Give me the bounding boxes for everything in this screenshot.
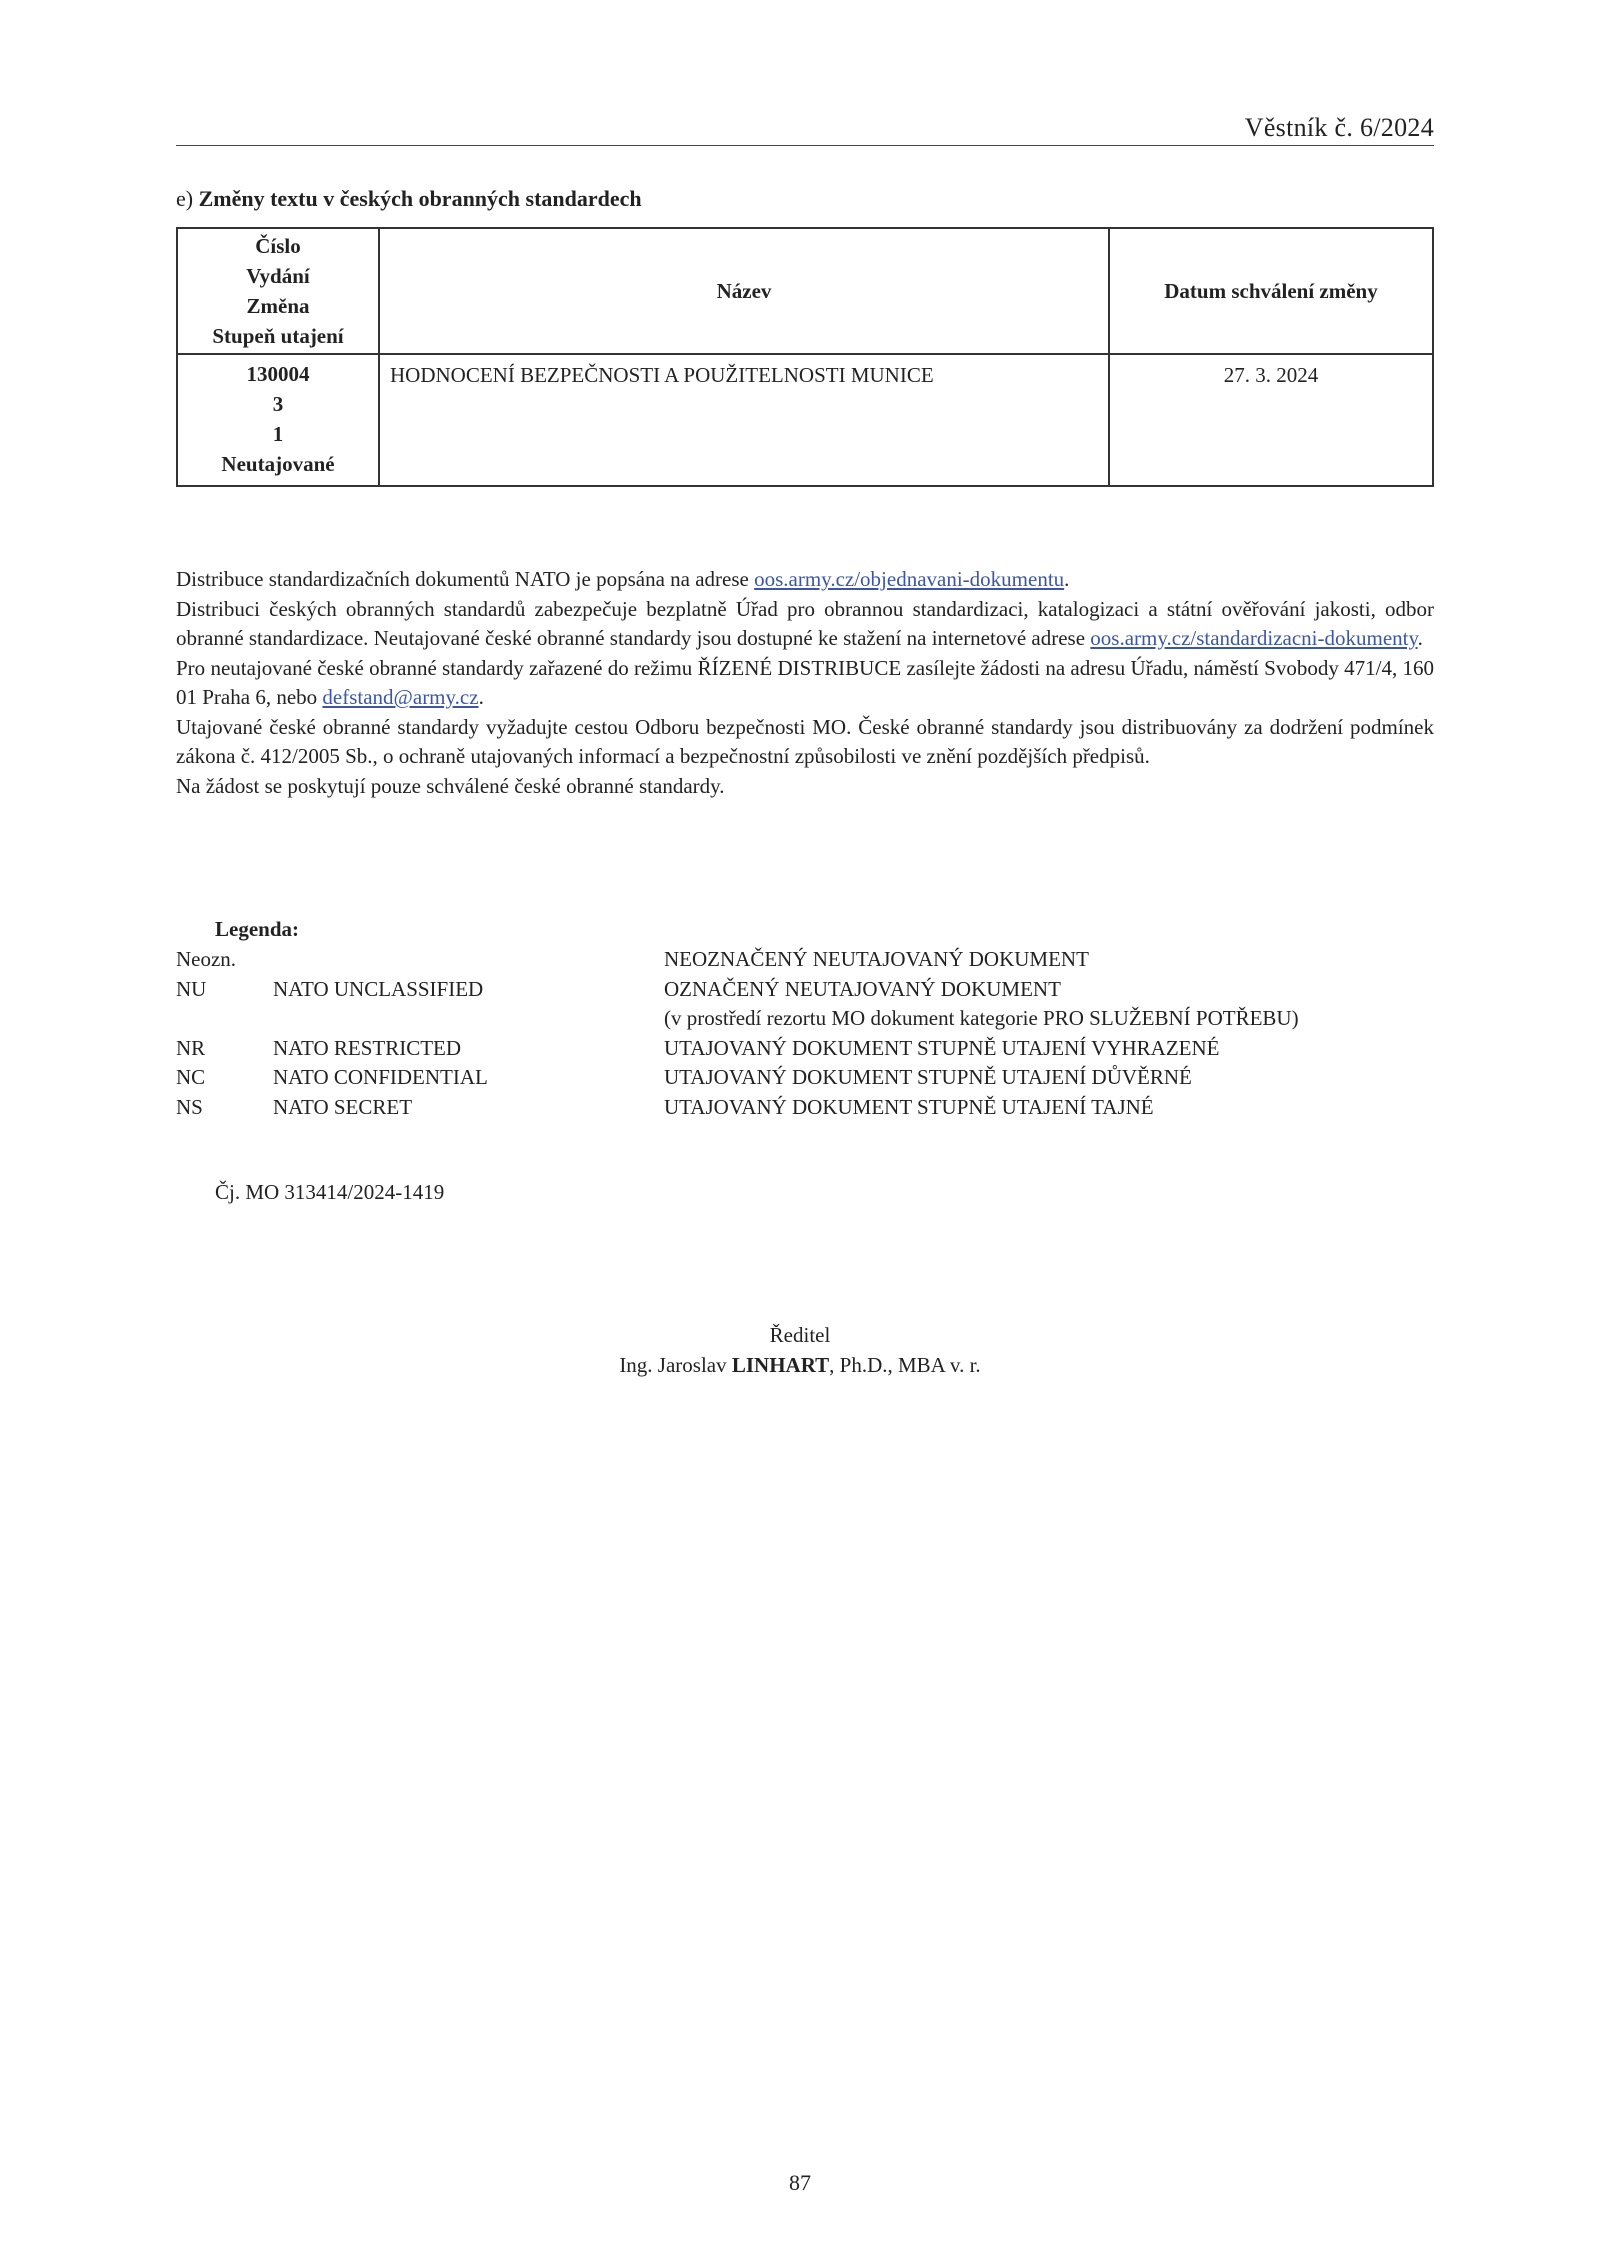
standards-table <box>176 227 1434 487</box>
legend-nato: NATO UNCLASSIFIED <box>273 976 484 1001</box>
legend-nato: NATO SECRET <box>273 1094 413 1119</box>
cell-vydani: 3 <box>272 392 284 416</box>
journal-title: Věstník č. 6/2024 <box>1244 113 1434 142</box>
distribution-cos-text: Distribuci českých obranných standardů zabezpečuje bezplatně Úřad pro obrannou standardizaci, katalogizaci a státní ověřování jakosti, odbor obranné standardizace. Neutajované české obranné standardy jsou dostupné ke stažení na internetové adrese <box>176 596 1434 650</box>
distribution-nato-paragraph <box>176 565 1434 595</box>
section-prefix: e) <box>176 186 194 211</box>
legend-abbr: NU <box>176 976 207 1001</box>
legend <box>176 945 1434 1122</box>
classified-standards-paragraph: Utajované české obranné standardy vyžadujte cestou Odboru bezpečnosti MO. České obranné standardy jsou distribuovány za dodržení podmínek zákona č. 412/2005 Sb., o ochraně utajovaných informací a bezpečnostní způsobilosti ve znění pozdějších předpisů. <box>176 714 1434 768</box>
legend-title: Legenda: <box>215 917 299 941</box>
legend-desc: NEOZNAČENÝ NEUTAJOVANÝ DOKUMENT <box>664 947 1089 971</box>
legend-abbr: NR <box>176 1035 206 1060</box>
link-standardizacni-dokumenty[interactable]: oos.army.cz/standardizacni-dokumenty <box>1090 626 1418 650</box>
cell-cislo: 130004 <box>246 362 310 386</box>
header-cislo-vydani-zmena-stupen <box>177 228 379 354</box>
legend-row <box>176 945 1434 975</box>
period: . <box>1417 626 1423 650</box>
reference-number: Čj. MO 313414/2024-1419 <box>215 1180 445 1204</box>
legend-desc: UTAJOVANÝ DOKUMENT STUPNĚ UTAJENÍ TAJNÉ <box>664 1094 1154 1119</box>
header-vydani: Vydání <box>246 264 310 288</box>
legend-desc: UTAJOVANÝ DOKUMENT STUPNĚ UTAJENÍ DŮVĚRNÉ <box>664 1065 1192 1089</box>
approved-standards-paragraph: Na žádost se poskytují pouze schválené české obranné standardy. <box>176 773 725 798</box>
legend-desc: OZNAČENÝ NEUTAJOVANÝ DOKUMENT <box>664 976 1061 1001</box>
header-rule <box>176 145 1434 146</box>
signature-name-prefix: Ing. Jaroslav <box>619 1353 732 1377</box>
legend-row <box>176 1093 1434 1123</box>
distribution-nato-text: Distribuce standardizačních dokumentů NATO je popsána na adrese <box>176 567 755 591</box>
signature-name-suffix: , Ph.D., MBA v. r. <box>829 1353 981 1377</box>
cell-identifiers <box>177 354 379 486</box>
signature-role: Ředitel <box>769 1323 831 1347</box>
header-nazev: Název <box>379 228 1109 354</box>
section-heading: Změny textu v českých obranných standardech <box>198 186 642 211</box>
legend-abbr: NS <box>176 1094 203 1119</box>
period: . <box>478 685 484 709</box>
distribution-cos-paragraph <box>176 595 1434 654</box>
legend-row <box>176 1034 1434 1064</box>
link-defstand-email[interactable]: defstand@army.cz <box>322 685 479 709</box>
cell-nazev: HODNOCENÍ BEZPEČNOSTI A POUŽITELNOSTI MUNICE <box>379 354 1109 486</box>
section-title <box>176 186 642 212</box>
header-stupen-utajeni: Stupeň utajení <box>212 324 344 348</box>
legend-abbr: Neozn. <box>176 947 237 971</box>
period: . <box>1064 567 1070 591</box>
table-header-row <box>177 228 1433 354</box>
page-number: 87 <box>789 2170 811 2195</box>
signature-surname: LINHART <box>731 1353 830 1377</box>
distribution-text <box>176 565 1434 801</box>
legend-row <box>176 1063 1434 1093</box>
legend-desc: (v prostředí rezortu MO dokument kategorie PRO SLUŽEBNÍ POTŘEBU) <box>664 1006 1299 1030</box>
cell-zmena: 1 <box>272 422 284 446</box>
legend-nato: NATO CONFIDENTIAL <box>273 1065 488 1089</box>
controlled-distribution-paragraph <box>176 654 1434 713</box>
cell-stupen: Neutajované <box>221 452 335 476</box>
header-cislo: Číslo <box>255 234 301 258</box>
signature-name <box>0 1351 1600 1381</box>
link-objednavani-dokumentu[interactable]: oos.army.cz/objednavani-dokumentu <box>754 567 1065 591</box>
cell-datum: 27. 3. 2024 <box>1109 354 1433 486</box>
legend-row <box>176 1004 1434 1034</box>
legend-row <box>176 975 1434 1005</box>
legend-abbr: NC <box>176 1065 206 1089</box>
header-zmena: Změna <box>246 294 310 318</box>
table-row <box>177 354 1433 486</box>
legend-desc: UTAJOVANÝ DOKUMENT STUPNĚ UTAJENÍ VYHRAZENÉ <box>664 1035 1220 1060</box>
controlled-distribution-text: Pro neutajované české obranné standardy zařazené do režimu ŘÍZENÉ DISTRIBUCE zasílejte žádosti na adresu Úřadu, náměstí Svobody 471/4, 160 01 Praha 6, nebo <box>176 655 1434 709</box>
legend-nato: NATO RESTRICTED <box>273 1035 462 1060</box>
header-datum: Datum schválení změny <box>1109 228 1433 354</box>
